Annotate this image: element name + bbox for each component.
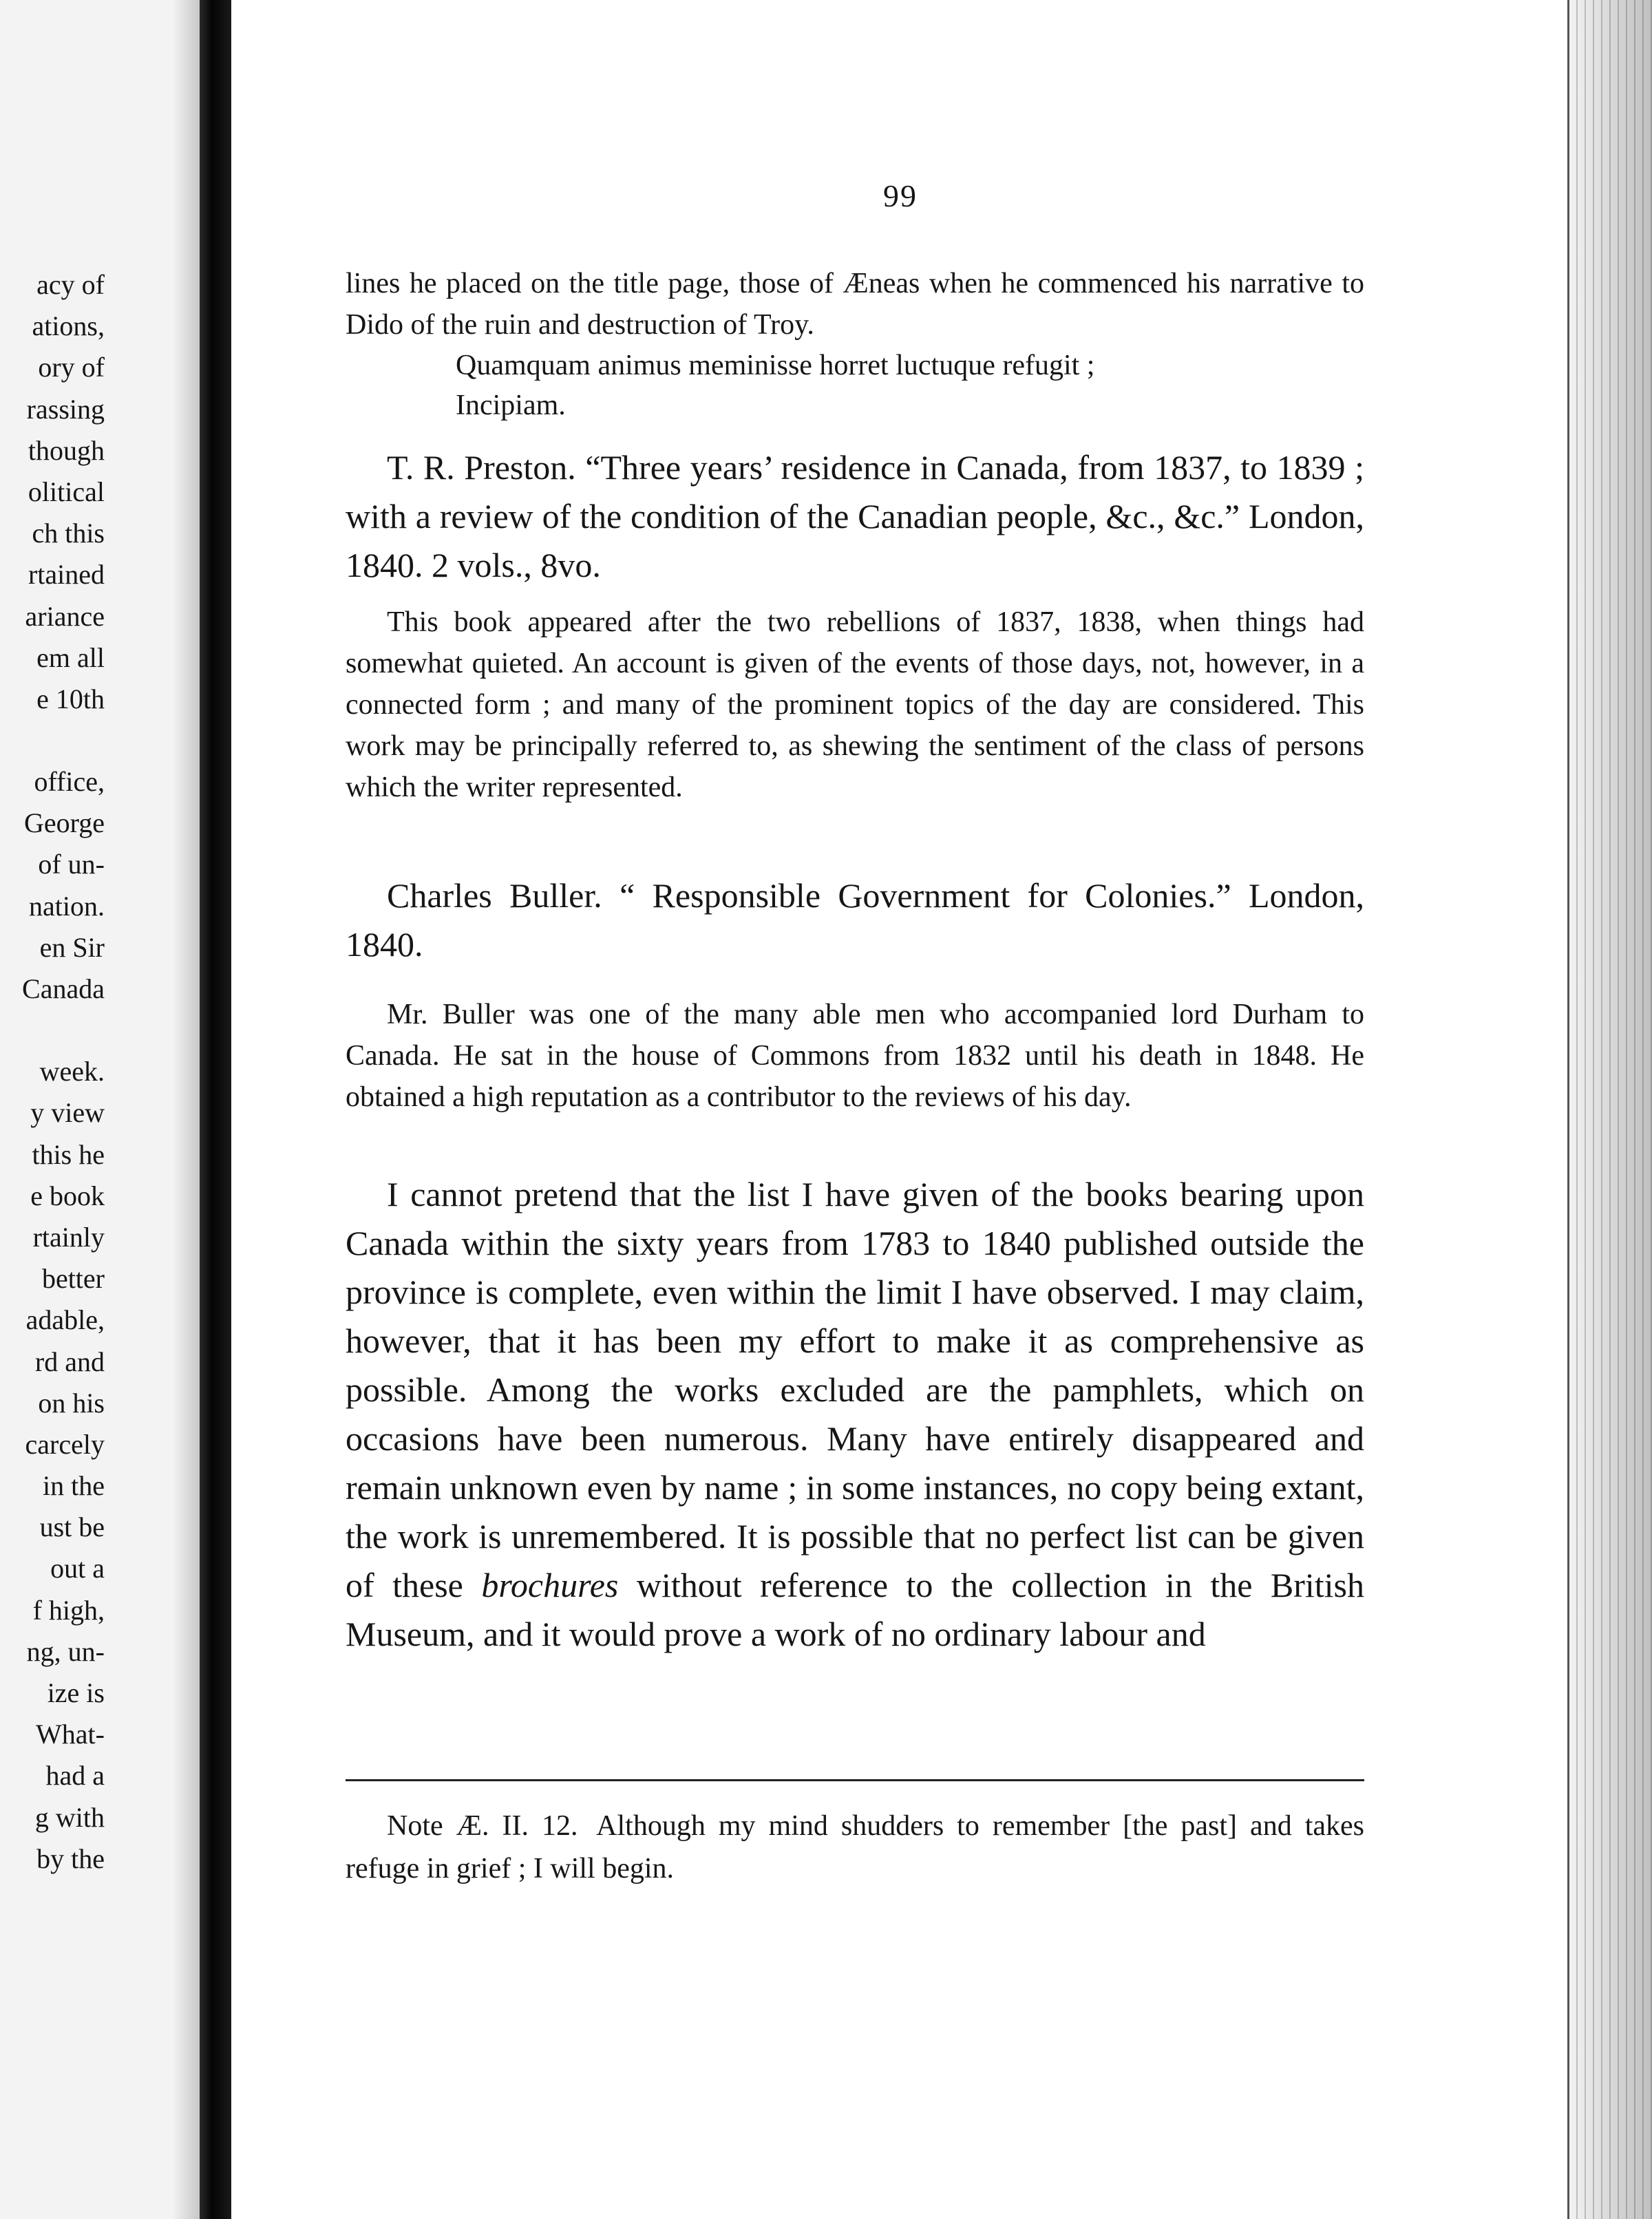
left-page-fragment: had a [45, 1760, 105, 1792]
left-page-fragment: in the [43, 1470, 105, 1502]
left-page-fragment: out a [50, 1553, 105, 1584]
left-page-fragment: better [41, 1263, 105, 1295]
left-page-fragment: George [24, 807, 105, 839]
page-edges-shade [1569, 0, 1652, 2219]
left-page-fragment: y view [30, 1097, 105, 1129]
left-page-shadow [172, 0, 200, 2219]
footnote-divider [346, 1779, 1364, 1781]
left-page-fragment: on his [38, 1387, 105, 1419]
left-page-fragment: rtained [28, 559, 105, 591]
left-page-fragment: acy of [36, 269, 105, 300]
left-page-fragment: ory of [38, 352, 105, 383]
entry-citation: Charles Buller. “ Responsible Government for Colonies.” London, 1840. [346, 876, 1364, 964]
left-page-fragment: ariance [25, 600, 105, 632]
latin-quote-line-1: Quamquam animus meminisse horret luctuque refugit ; [456, 350, 1095, 381]
closing-paragraph [346, 1170, 1364, 1659]
left-page-fragment: em all [36, 641, 105, 673]
book-binding-gutter [200, 0, 231, 2219]
closing-text-part-2: without reference to the collection in the British Museum, and it would prove a work of no ordinary labour and [346, 1566, 1365, 1653]
left-page-fragment: of un- [38, 849, 105, 880]
left-page-fragment: en Sir [39, 931, 105, 963]
entry-preston-description-block [346, 602, 1364, 808]
entry-buller-description-block [346, 994, 1364, 1118]
footnote-label: Note Æ. II. 12. [387, 1810, 578, 1842]
left-page-fragment: by the [36, 1843, 105, 1874]
entry-description: Mr. Buller was one of the many able men who accompanied lord Durham to Canada. He sat in the house of Commons from 1832 until his death in 1848. He obtained a high reputation as a contributor to the reviews of his day. [346, 999, 1364, 1113]
footnote-text: Although my mind shudders to remember [the past] and takes refuge in grief ; I will begin. [346, 1810, 1364, 1884]
left-page-fragment: this he [32, 1138, 105, 1170]
page-edges-stack [1567, 0, 1652, 2219]
left-page-fragment: rassing [26, 393, 105, 425]
left-facing-page [0, 0, 200, 2219]
closing-section [346, 1170, 1364, 1659]
left-page-fragment: adable, [25, 1304, 105, 1336]
left-page-fragment: ize is [47, 1677, 105, 1708]
page-number: 99 [883, 178, 918, 213]
left-page-fragment: Canada [22, 973, 105, 1004]
closing-italic-term: brochures [481, 1566, 619, 1604]
left-page-fragment: e book [30, 1180, 105, 1211]
closing-text-part-1: I cannot pretend that the list I have given of the books bearing upon Canada within the sixty years from 1783 to 1840 published outside the province is complete, even within the limit I have observed. I may claim, however, that it has been my effort to make it as comprehensive as possible. Among the works excluded are the pamphlets, which on occasions have been numerous. Many have entirely disappeared and remain unknown even by name ; in some instances, no copy being extant, the work is unremembered. It is possible that no perfect list can be given of these [346, 1175, 1364, 1604]
left-page-fragment: week. [39, 1056, 105, 1087]
footnote-section [346, 1805, 1364, 1890]
left-page-gap [0, 1010, 105, 1051]
left-page-fragment: though [28, 434, 105, 466]
left-page-fragment: e 10th [36, 683, 105, 714]
left-page-fragment: office, [34, 766, 105, 798]
left-page-fragment: ng, un- [26, 1635, 105, 1667]
left-page-fragment: nation. [29, 890, 105, 922]
intro-paragraph: lines he placed on the title page, those of Æneas when he commenced his narrative to Dido of the ruin and destruction of Troy. [346, 268, 1364, 341]
left-page-fragment: ations, [32, 310, 105, 342]
footnote [346, 1805, 1364, 1890]
left-page-gap [0, 720, 105, 761]
left-page-fragment: f high, [32, 1594, 105, 1626]
entry-buller [346, 871, 1364, 969]
latin-quote-line-2: Incipiam. [456, 390, 566, 421]
left-page-fragment: What- [36, 1719, 105, 1750]
left-page-fragment: ch this [32, 518, 105, 549]
entry-citation: T. R. Preston. “Three years’ residence in Canada, from 1837, to 1839 ; with a review of the condition of the Canadian people, &c., &c.” London, 1840. 2 vols., 8vo. [346, 448, 1364, 584]
intro-section [346, 263, 1364, 425]
entry-description: This book appeared after the two rebellions of 1837, 1838, when things had somewhat quieted. An account is given of the events of those days, not, however, in a connected form ; and many of the prominent topics of the day are considered. This work may be principally referred to, as shewing the sentiment of the class of persons which the writer represented. [346, 606, 1364, 803]
left-page-fragment: olitical [28, 476, 105, 507]
entry-preston [346, 443, 1364, 590]
left-page-text-fragments [0, 264, 105, 1880]
left-page-fragment: ust be [39, 1511, 105, 1543]
left-page-fragment: rtainly [32, 1221, 105, 1253]
left-page-fragment: rd and [34, 1346, 105, 1377]
left-page-fragment: g with [34, 1801, 105, 1833]
left-page-fragment: carcely [25, 1428, 105, 1460]
book-page [231, 0, 1569, 2219]
